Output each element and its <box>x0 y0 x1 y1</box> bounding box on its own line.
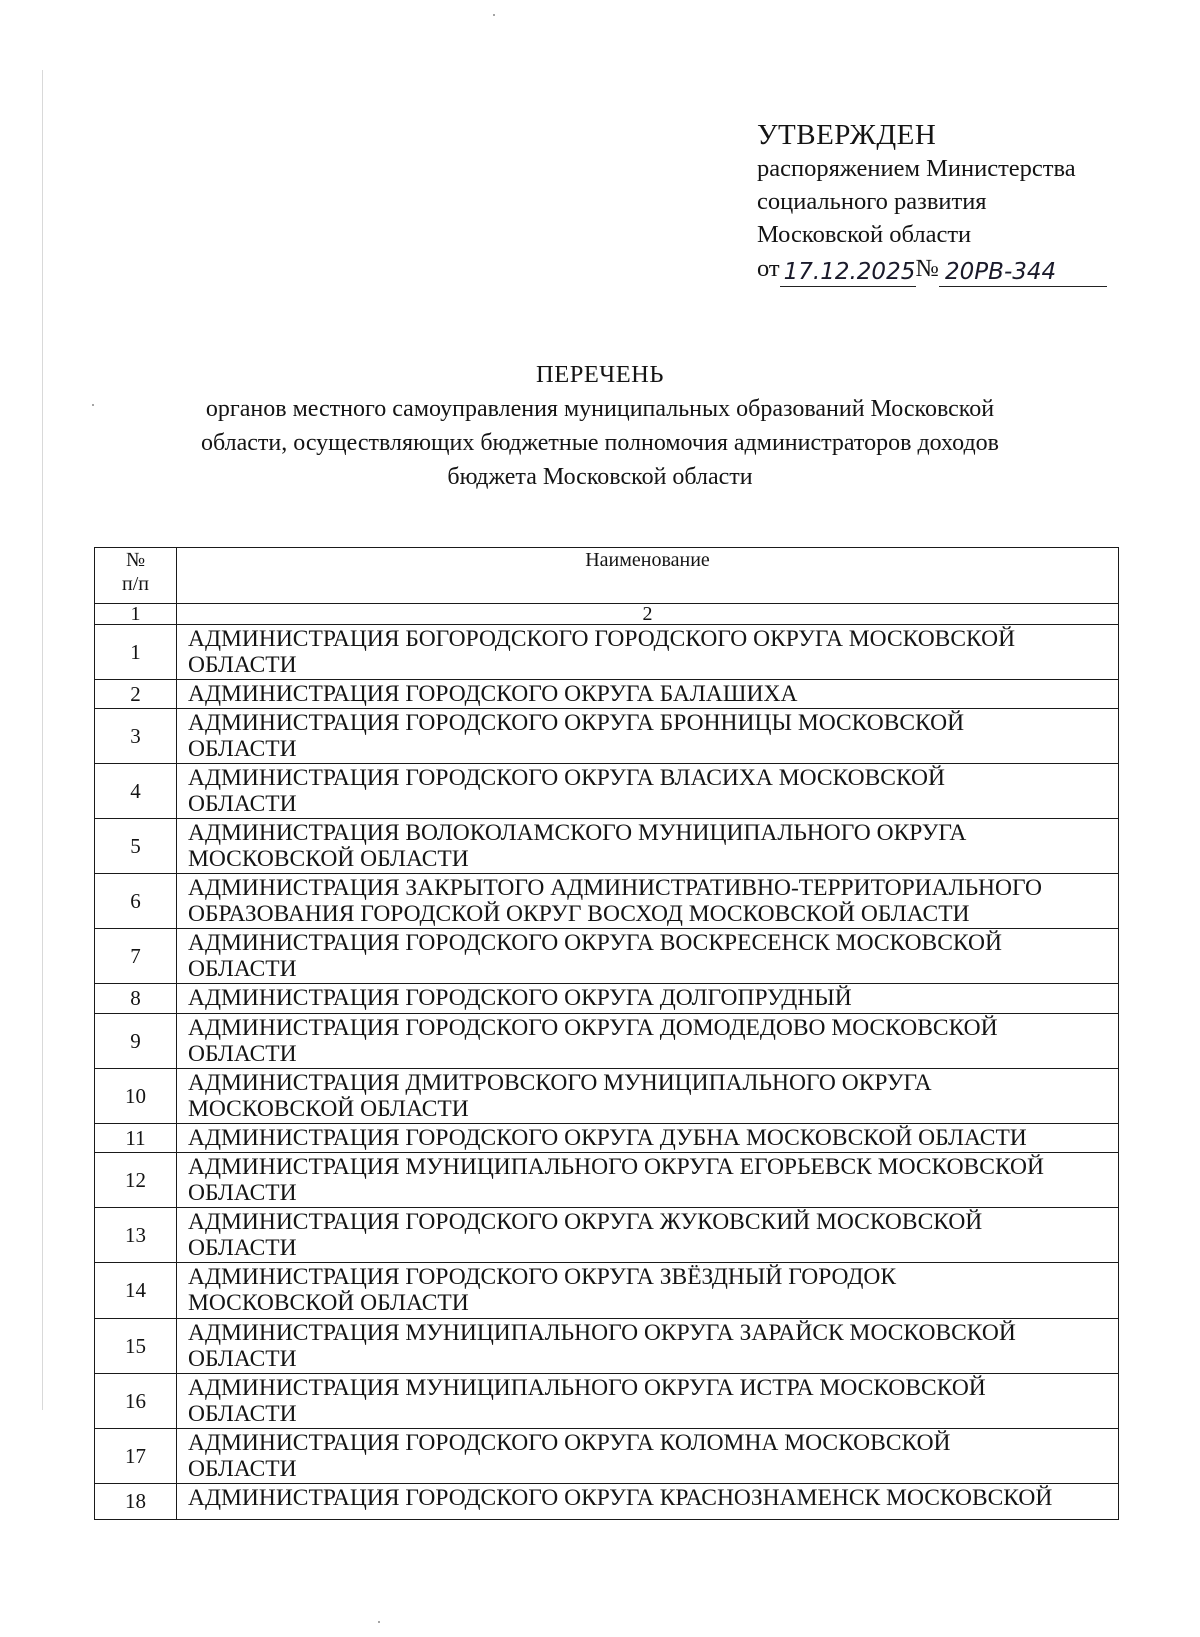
row-name-line-2: ОБЛАСТИ <box>188 1456 297 1482</box>
table-row <box>95 929 1119 984</box>
title-subtitle-line-3: бюджета Московской области <box>447 464 753 490</box>
row-number: 18 <box>95 1484 177 1520</box>
scan-speck <box>493 14 495 16</box>
table-row <box>95 1014 1119 1069</box>
table-row <box>95 819 1119 874</box>
row-name <box>177 874 1119 929</box>
table-row <box>95 874 1119 929</box>
row-number: 14 <box>95 1263 177 1319</box>
row-name <box>177 680 1119 709</box>
column-header-number-line-2: п/п <box>122 573 149 595</box>
approval-reference <box>757 251 1157 287</box>
handwritten-date: 17.12.2025 <box>780 258 916 287</box>
table-row <box>95 1208 1119 1263</box>
table-row <box>95 1069 1119 1124</box>
row-number: 8 <box>95 984 177 1014</box>
row-name <box>177 1374 1119 1429</box>
document-title <box>100 359 1100 493</box>
row-name-line-1: АДМИНИСТРАЦИЯ МУНИЦИПАЛЬНОГО ОКРУГА ИСТРА МОСКОВСКОЙ <box>188 1375 986 1401</box>
row-number: 10 <box>95 1069 177 1124</box>
row-name-line-2: ОБЛАСТИ <box>188 652 297 678</box>
title-subtitle-line-2: области, осуществляющих бюджетные полномочия администраторов доходов <box>201 430 999 456</box>
row-number: 15 <box>95 1319 177 1374</box>
row-name <box>177 1484 1119 1520</box>
table-header-row <box>95 548 1119 604</box>
column-index-2: 2 <box>177 604 1119 625</box>
row-number: 13 <box>95 1208 177 1263</box>
row-name-line-2: ОБЛАСТИ <box>188 1401 297 1427</box>
row-name-line-1: АДМИНИСТРАЦИЯ ВОЛОКОЛАМСКОГО МУНИЦИПАЛЬНОГО ОКРУГА <box>188 820 967 846</box>
row-number: 11 <box>95 1124 177 1153</box>
table-row <box>95 984 1119 1014</box>
row-name-line-2: ОБРАЗОВАНИЯ ГОРОДСКОЙ ОКРУГ ВОСХОД МОСКОВСКОЙ ОБЛАСТИ <box>188 901 970 927</box>
row-number: 3 <box>95 709 177 764</box>
table-row <box>95 1484 1119 1520</box>
table-row <box>95 1263 1119 1319</box>
row-name <box>177 1319 1119 1374</box>
table-row <box>95 709 1119 764</box>
row-name-line-1: АДМИНИСТРАЦИЯ ГОРОДСКОГО ОКРУГА ДУБНА МОСКОВСКОЙ ОБЛАСТИ <box>188 1125 1027 1151</box>
row-number: 5 <box>95 819 177 874</box>
row-name-line-1: АДМИНИСТРАЦИЯ ГОРОДСКОГО ОКРУГА ДОЛГОПРУДНЫЙ <box>188 985 852 1011</box>
table-row <box>95 1429 1119 1484</box>
approval-line-1: распоряжением Министерства <box>757 155 1076 182</box>
row-name-line-2: МОСКОВСКОЙ ОБЛАСТИ <box>188 1290 469 1316</box>
row-name-line-1: АДМИНИСТРАЦИЯ ГОРОДСКОГО ОКРУГА ВОСКРЕСЕНСК МОСКОВСКОЙ <box>188 930 1002 956</box>
row-name-line-2: ОБЛАСТИ <box>188 736 297 762</box>
row-number: 2 <box>95 680 177 709</box>
row-number: 16 <box>95 1374 177 1429</box>
row-name <box>177 1208 1119 1263</box>
row-name-line-2: ОБЛАСТИ <box>188 1041 297 1067</box>
row-number: 7 <box>95 929 177 984</box>
row-name-line-1: АДМИНИСТРАЦИЯ ГОРОДСКОГО ОКРУГА ДОМОДЕДОВО МОСКОВСКОЙ <box>188 1015 998 1041</box>
table-row <box>95 1374 1119 1429</box>
row-name-line-1: АДМИНИСТРАЦИЯ ГОРОДСКОГО ОКРУГА КОЛОМНА МОСКОВСКОЙ <box>188 1430 951 1456</box>
table-row <box>95 1153 1119 1208</box>
row-number: 4 <box>95 764 177 819</box>
column-header-number <box>95 548 177 604</box>
number-label: № <box>915 255 940 282</box>
column-header-name: Наименование <box>177 548 1119 604</box>
approval-heading: УТВЕРЖДЕН <box>757 119 937 151</box>
row-name <box>177 929 1119 984</box>
row-name-line-1: АДМИНИСТРАЦИЯ БОГОРОДСКОГО ГОРОДСКОГО ОКРУГА МОСКОВСКОЙ <box>188 626 1016 652</box>
row-name-line-2: ОБЛАСТИ <box>188 956 297 982</box>
row-name <box>177 625 1119 680</box>
row-name-line-2: ОБЛАСТИ <box>188 1235 297 1261</box>
column-index-1: 1 <box>95 604 177 625</box>
table-row <box>95 1124 1119 1153</box>
row-name-line-2: МОСКОВСКОЙ ОБЛАСТИ <box>188 1096 469 1122</box>
row-number: 9 <box>95 1014 177 1069</box>
scan-speck <box>92 404 94 406</box>
row-name-line-1: АДМИНИСТРАЦИЯ МУНИЦИПАЛЬНОГО ОКРУГА ЗАРАЙСК МОСКОВСКОЙ <box>188 1320 1016 1346</box>
column-header-number-line-1: № <box>125 549 146 571</box>
handwritten-number: 20РВ-344 <box>939 258 1107 287</box>
title-heading: ПЕРЕЧЕНЬ <box>536 361 664 388</box>
row-name <box>177 1429 1119 1484</box>
table-row <box>95 680 1119 709</box>
row-name-line-2: ОБЛАСТИ <box>188 1346 297 1372</box>
row-name <box>177 819 1119 874</box>
scan-speck <box>378 1621 380 1623</box>
title-subtitle-line-1: органов местного самоуправления муниципальных образований Московской <box>205 396 995 422</box>
row-number: 1 <box>95 625 177 680</box>
organizations-table <box>94 547 1119 1520</box>
row-name <box>177 1014 1119 1069</box>
row-name-line-1: АДМИНИСТРАЦИЯ ГОРОДСКОГО ОКРУГА КРАСНОЗНАМЕНСК МОСКОВСКОЙ <box>188 1485 1053 1511</box>
row-name <box>177 1153 1119 1208</box>
row-name-line-1: АДМИНИСТРАЦИЯ ГОРОДСКОГО ОКРУГА ВЛАСИХА МОСКОВСКОЙ <box>188 765 945 791</box>
row-number: 6 <box>95 874 177 929</box>
row-name-line-1: АДМИНИСТРАЦИЯ ГОРОДСКОГО ОКРУГА ЖУКОВСКИЙ МОСКОВСКОЙ <box>188 1209 983 1235</box>
row-name <box>177 1263 1119 1319</box>
row-name-line-1: АДМИНИСТРАЦИЯ ГОРОДСКОГО ОКРУГА ЗВЁЗДНЫЙ ГОРОДОК <box>188 1264 897 1290</box>
row-name-line-1: АДМИНИСТРАЦИЯ ГОРОДСКОГО ОКРУГА БАЛАШИХА <box>188 681 798 707</box>
row-name-line-2: ОБЛАСТИ <box>188 791 297 817</box>
table-row <box>95 764 1119 819</box>
row-number: 12 <box>95 1153 177 1208</box>
scan-edge-line <box>42 70 43 1410</box>
row-number: 17 <box>95 1429 177 1484</box>
column-index-row <box>95 604 1119 625</box>
table-row <box>95 1319 1119 1374</box>
row-name-line-1: АДМИНИСТРАЦИЯ ДМИТРОВСКОГО МУНИЦИПАЛЬНОГО ОКРУГА <box>188 1070 932 1096</box>
approval-stamp-block <box>757 118 1157 287</box>
row-name-line-1: АДМИНИСТРАЦИЯ МУНИЦИПАЛЬНОГО ОКРУГА ЕГОРЬЕВСК МОСКОВСКОЙ <box>188 1154 1044 1180</box>
approval-line-2: социального развития <box>757 188 987 215</box>
row-name <box>177 1069 1119 1124</box>
row-name-line-1: АДМИНИСТРАЦИЯ ГОРОДСКОГО ОКРУГА БРОННИЦЫ МОСКОВСКОЙ <box>188 710 965 736</box>
table-row <box>95 625 1119 680</box>
row-name <box>177 764 1119 819</box>
row-name-line-1: АДМИНИСТРАЦИЯ ЗАКРЫТОГО АДМИНИСТРАТИВНО-ТЕРРИТОРИАЛЬНОГО <box>188 875 1042 901</box>
row-name <box>177 1124 1119 1153</box>
approval-line-3: Московской области <box>757 221 972 248</box>
row-name-line-2: МОСКОВСКОЙ ОБЛАСТИ <box>188 846 469 872</box>
row-name-line-2: ОБЛАСТИ <box>188 1180 297 1206</box>
from-label: от <box>757 255 780 282</box>
row-name <box>177 709 1119 764</box>
row-name <box>177 984 1119 1014</box>
